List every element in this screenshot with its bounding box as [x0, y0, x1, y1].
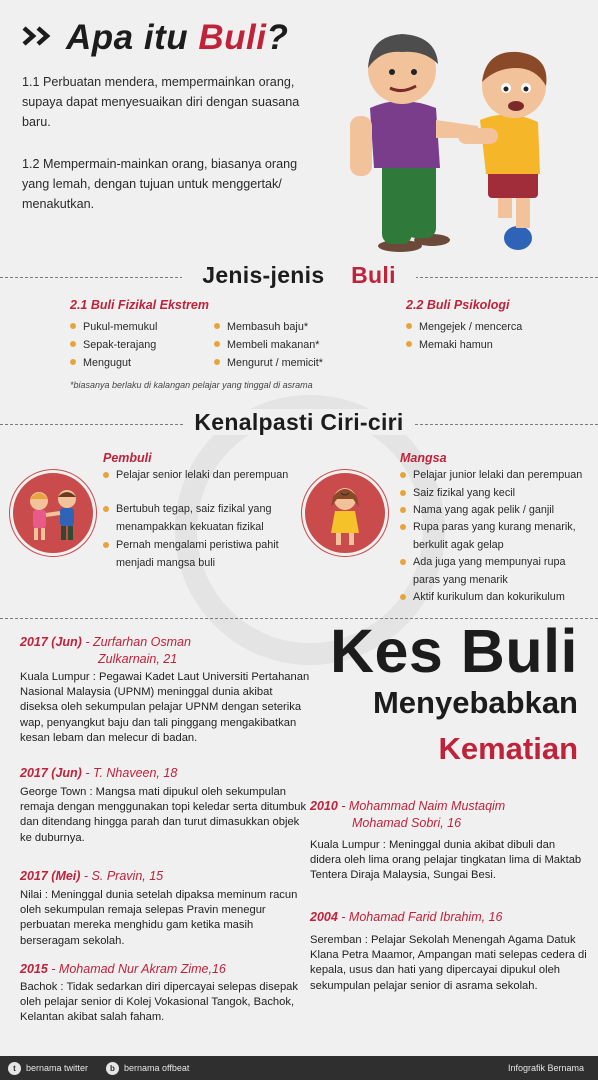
pembuli-illustration — [10, 470, 96, 556]
list-item: Memaki hamun — [406, 336, 493, 354]
headline-line-3: Kematian — [438, 731, 578, 766]
list-item: Mengurut / memicit* — [214, 354, 323, 372]
case-year: 2017 (Jun) — [20, 635, 82, 649]
offbeat-link[interactable] — [106, 1062, 189, 1075]
case-name: - T. Nhaveen, 18 — [81, 766, 178, 780]
double-chevron-icon — [22, 26, 56, 46]
case-year: 2004 — [310, 910, 338, 924]
intro-paragraph-2: 1.2 Mempermain-mainkan orang, biasanya orang yang lemah, dengan tujuan untuk menggertak/ menakutkan. — [22, 157, 298, 211]
case-name-2: Zulkarnain, 21 — [98, 652, 178, 666]
credit-label: Infografik Bernama — [507, 1063, 584, 1073]
case-text: Kuala Lumpur : Meninggal dunia akibat dibuli dan didera oleh lima orang pelajar tingkatan lima di Maktab Tentera Diraja Malaysia, Sungai Besi. — [310, 839, 582, 882]
case-year: 2017 (Jun) — [20, 766, 82, 780]
case-name: - Mohamad Farid Ibrahim, 16 — [337, 910, 503, 924]
twitter-icon: t — [8, 1062, 21, 1075]
instagram-icon: b — [106, 1062, 119, 1075]
list-item: Membeli makanan* — [214, 336, 319, 354]
list-item: Bertubuh tegap, saiz fizikal yang menampakkan kekuatan fizikal — [103, 500, 308, 536]
case-text: George Town : Mangsa mati dipukul oleh sekumpulan remaja dengan menggunakan topi keledar serta ditumbuk dan ditendang hingga parah dan turut dimasukkan objek ke duburnya. — [20, 786, 307, 844]
case-text: Seremban : Pelajar Sekolah Menengah Agama Datuk Klana Petra Maamor, Ampangan mati selepas cedera di kepala, usus dan hati yang dipercayai dipukul oleh sekumpulan pelajar senior di asrama sekolah. — [310, 934, 587, 992]
twitter-label: bernama twitter — [26, 1063, 89, 1073]
list-item: Pelajar junior lelaki dan perempuan — [400, 466, 590, 484]
case-text: Kuala Lumpur : Pegawai Kadet Laut Universiti Pertahanan Nasional Malaysia (UPNM) meninggal dunia akibat diseksa oleh sekumpulan pelajar UPNM dengan seterika wap, penyangkut baju dan tali pinggang mengakibatkan kesan lebam dan melecur di badan. — [20, 671, 310, 744]
list-item: Nama yang agak pelik / ganjil — [400, 501, 590, 519]
list-item: Ada juga yang mempunyai rupa paras yang menarik — [400, 553, 590, 589]
case-year: 2010 — [310, 799, 338, 813]
pembuli-heading: Pembuli — [103, 451, 152, 465]
list-item: Sepak-terajang — [70, 336, 156, 354]
case-name: - Mohamad Nur Akram Zime,16 — [47, 962, 226, 976]
list-item: Pernah mengalami peristiwa pahit menjadi mangsa buli — [103, 536, 308, 572]
mangsa-heading: Mangsa — [400, 451, 447, 465]
twitter-link[interactable] — [8, 1062, 88, 1075]
list-item: Rupa paras yang kurang menarik, berkulit agak gelap — [400, 518, 590, 554]
case-heading — [20, 634, 191, 668]
headline-line-1: Kes Buli — [329, 617, 578, 685]
mangsa-illustration — [302, 470, 388, 556]
page-title — [66, 18, 288, 58]
case-year: 2017 (Mei) — [20, 869, 81, 883]
credit — [508, 1063, 584, 1073]
case-name-2: Mohamad Sobri, 16 — [352, 816, 462, 830]
jenis-title-accent: Buli — [341, 262, 406, 288]
jenis-title-prefix: Jenis-jenis — [192, 262, 341, 288]
headline-line-2: Menyebabkan — [372, 685, 578, 720]
title-prefix: Apa itu — [66, 18, 199, 57]
list-item: Pelajar senior lelaki dan perempuan — [103, 466, 308, 484]
bully-illustration — [340, 28, 580, 260]
title-accent: Buli — [198, 18, 267, 57]
list-item: Membasuh baju* — [214, 318, 308, 336]
offbeat-label: bernama offbeat — [124, 1063, 190, 1073]
case-heading — [310, 798, 505, 832]
ciri-title: Kenalpasti Ciri-ciri — [184, 409, 413, 435]
list-item: Aktif kurikulum dan kokurikulum — [400, 588, 590, 606]
list-item: Saiz fizikal yang kecil — [400, 484, 590, 502]
case-text: Nilai : Meninggal dunia setelah dipaksa meminum racun oleh sekumpulan remaja selepas Pravin menegur perbuatan mereka menghidu gam ketika masih berseragam sekolah. — [20, 889, 298, 947]
list-item: Pukul-memukul — [70, 318, 157, 336]
case-heading — [20, 765, 177, 782]
case-name: - Zurfarhan Osman — [81, 635, 191, 649]
list-item: Mengejek / mencerca — [406, 318, 522, 336]
title-suffix: ? — [266, 18, 289, 57]
psikologi-heading: 2.2 Buli Psikologi — [406, 298, 510, 312]
case-heading — [20, 868, 163, 885]
case-name: - Mohammad Naim Mustaqim — [337, 799, 506, 813]
section-title-ciri — [0, 409, 598, 436]
footer-bar — [0, 1056, 598, 1080]
case-text: Bachok : Tidak sedarkan diri dipercayai selepas disepak oleh pelajar senior di Kolej Vokasional Tangok, Bachok, Kelantan akibat salah faham. — [20, 981, 298, 1024]
footnote: *biasanya berlaku di kalangan pelajar yang tinggal di asrama — [70, 380, 313, 390]
section-title-jenis — [0, 262, 598, 289]
fizikal-heading: 2.1 Buli Fizikal Ekstrem — [70, 298, 209, 312]
intro-paragraph-1: 1.1 Perbuatan mendera, mempermainkan orang, supaya dapat menyesuaikan diri dengan suasana baru. — [22, 75, 300, 129]
case-heading — [310, 909, 502, 926]
list-item: Mengugut — [70, 354, 131, 372]
case-heading — [20, 961, 226, 978]
case-name: - S. Pravin, 15 — [80, 869, 164, 883]
case-year: 2015 — [20, 962, 48, 976]
